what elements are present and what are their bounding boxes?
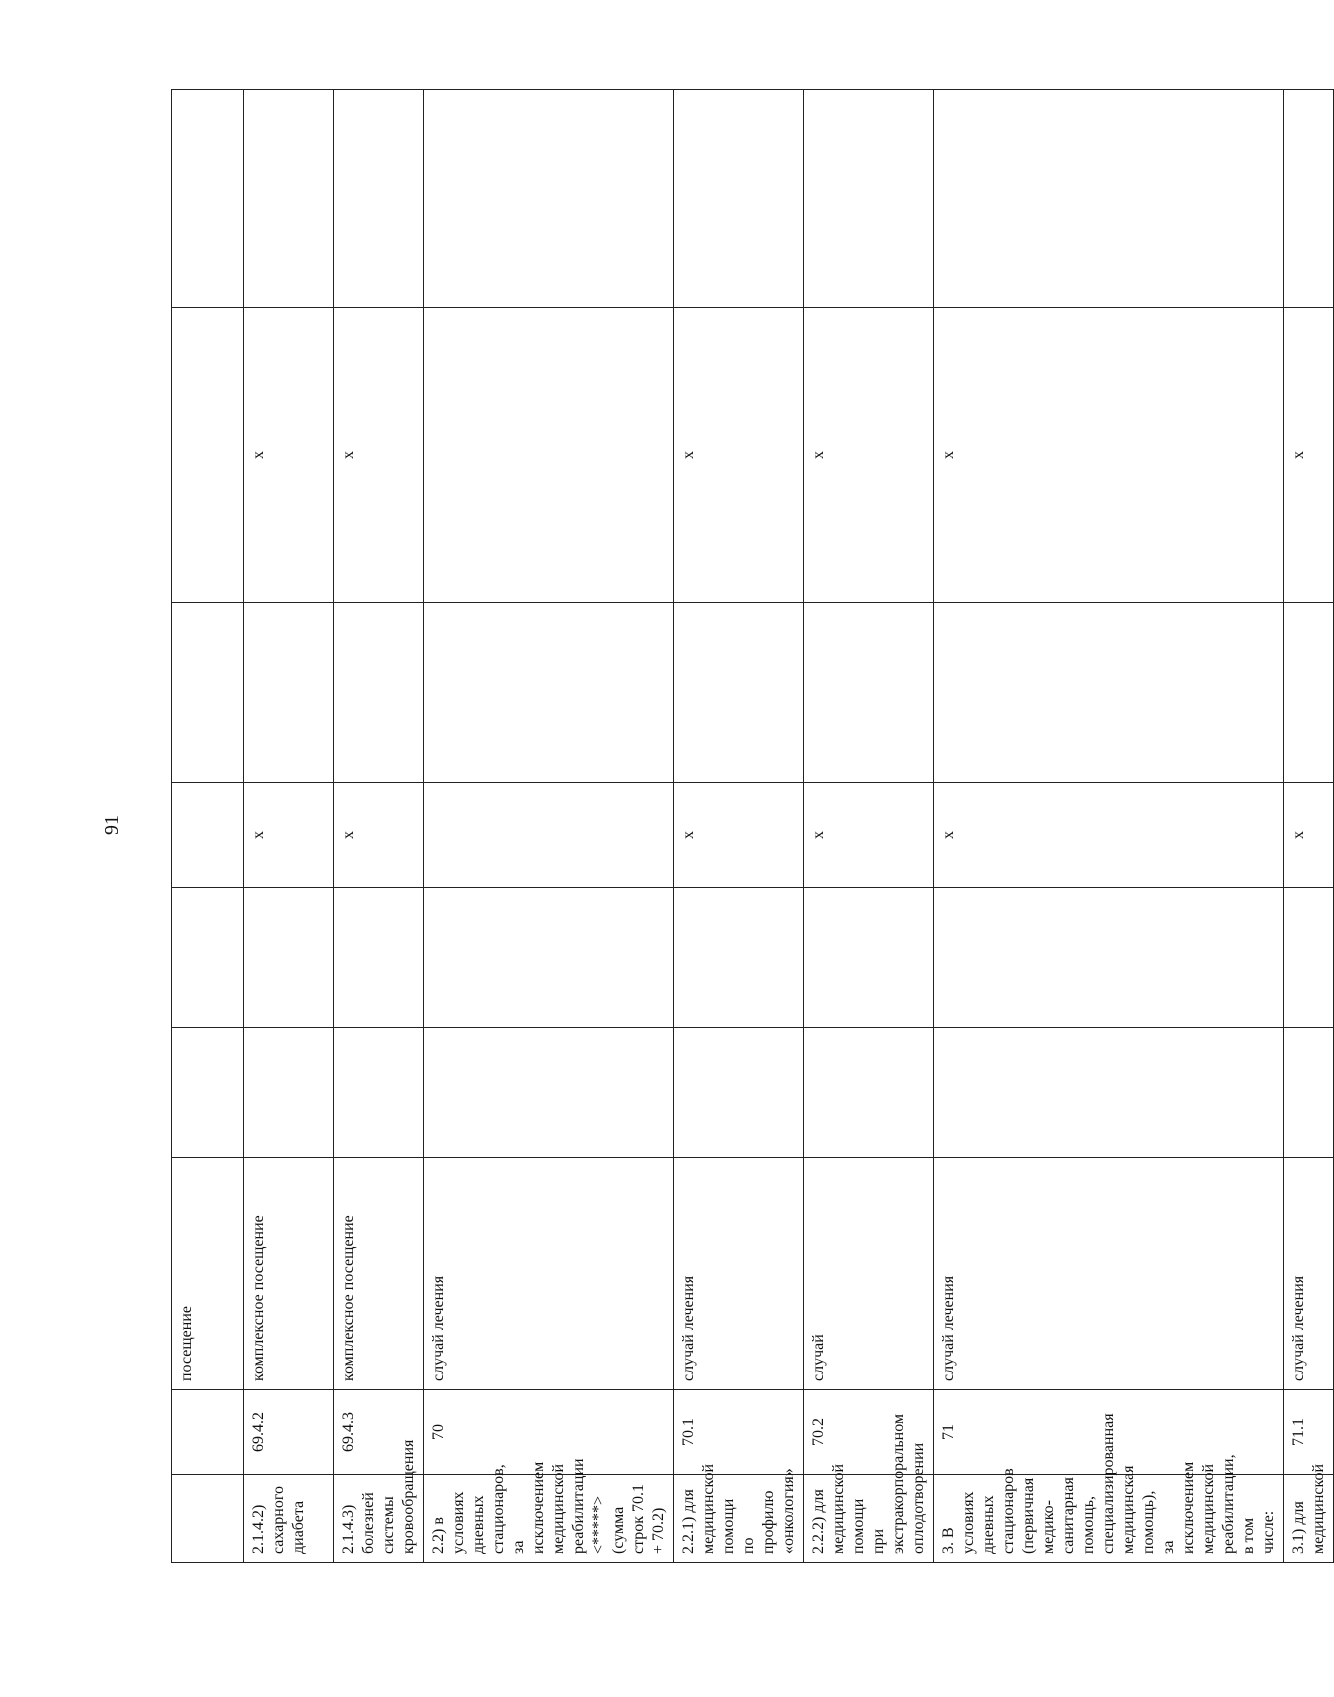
value-cell: х xyxy=(804,308,934,603)
value-cell xyxy=(424,888,674,1028)
value-cell xyxy=(424,783,674,888)
row-code-cell: 70 xyxy=(424,1390,674,1475)
row-name-cell: 2.1.4.3) болезней системы кровообращения xyxy=(334,1475,424,1563)
row-name-cell xyxy=(172,1475,244,1563)
row-unit-cell: комплексное посещение xyxy=(334,1158,424,1390)
table-row xyxy=(674,90,804,1563)
page-number: 91 xyxy=(101,815,123,835)
value-cell xyxy=(674,888,804,1028)
value-cell xyxy=(172,1028,244,1158)
row-name-cell: 3. В условиях дневных стационаров (первичная медико-санитарная помощь, специализированная медицинская помощь), за исключением медицинской реабилитации, в том числе: xyxy=(934,1475,1284,1563)
row-name-cell: 2.2) в условиях дневных стационаров, за исключением медицинской реабилитации <*****> (сумма строк 70.1 + 70.2) xyxy=(424,1475,674,1563)
row-unit-cell: случай лечения xyxy=(674,1158,804,1390)
row-name-cell: 2.1.4.2) сахарного диабета xyxy=(244,1475,334,1563)
value-cell xyxy=(334,603,424,783)
value-cell xyxy=(172,603,244,783)
value-cell xyxy=(804,1028,934,1158)
value-cell xyxy=(334,888,424,1028)
value-cell xyxy=(934,1028,1284,1158)
value-cell xyxy=(804,603,934,783)
value-cell xyxy=(934,888,1284,1028)
row-unit-cell: случай xyxy=(804,1158,934,1390)
value-cell xyxy=(934,603,1284,783)
value-cell xyxy=(804,90,934,308)
table-row xyxy=(424,90,674,1563)
row-code-cell: 70.2 xyxy=(804,1390,934,1475)
value-cell xyxy=(244,90,334,308)
value-cell xyxy=(1284,603,1334,783)
value-cell xyxy=(674,603,804,783)
row-name-cell: 2.2.1) для медицинской помощи по профилю «онкология» xyxy=(674,1475,804,1563)
value-cell xyxy=(934,90,1284,308)
table-row xyxy=(934,90,1284,1563)
value-cell: х xyxy=(334,308,424,603)
value-cell xyxy=(674,1028,804,1158)
table-row xyxy=(172,90,244,1563)
row-code-cell: 70.1 xyxy=(674,1390,804,1475)
value-cell xyxy=(172,783,244,888)
table-row xyxy=(334,90,424,1563)
row-code-cell: 71.1 xyxy=(1284,1390,1334,1475)
value-cell xyxy=(1284,888,1334,1028)
table-row xyxy=(1284,90,1334,1563)
row-unit-cell: случай лечения xyxy=(934,1158,1284,1390)
value-cell xyxy=(804,888,934,1028)
value-cell xyxy=(1284,1028,1334,1158)
value-cell xyxy=(424,90,674,308)
row-name-cell: 2.2.2) для медицинской помощи при экстракорпоральном оплодотворении xyxy=(804,1475,934,1563)
row-code-cell: 69.4.2 xyxy=(244,1390,334,1475)
value-cell xyxy=(244,1028,334,1158)
value-cell xyxy=(424,603,674,783)
value-cell xyxy=(424,308,674,603)
row-name-cell: 3.1) для медицинской xyxy=(1284,1475,1334,1563)
row-unit-cell: случай лечения xyxy=(1284,1158,1334,1390)
row-code-cell: 69.4.3 xyxy=(334,1390,424,1475)
table-row xyxy=(804,90,934,1563)
value-cell xyxy=(334,90,424,308)
value-cell: х xyxy=(244,308,334,603)
value-cell xyxy=(1284,90,1334,308)
row-unit-cell: случай лечения xyxy=(424,1158,674,1390)
value-cell xyxy=(172,308,244,603)
data-table xyxy=(171,89,1334,1563)
value-cell xyxy=(172,90,244,308)
value-cell xyxy=(334,1028,424,1158)
value-cell: х xyxy=(674,783,804,888)
value-cell: х xyxy=(334,783,424,888)
value-cell xyxy=(172,888,244,1028)
rotated-table-container xyxy=(171,89,1334,1563)
value-cell: х xyxy=(934,308,1284,603)
row-unit-cell: посещение xyxy=(172,1158,244,1390)
value-cell xyxy=(674,90,804,308)
value-cell: х xyxy=(244,783,334,888)
table-row xyxy=(244,90,334,1563)
value-cell xyxy=(424,1028,674,1158)
row-unit-cell: комплексное посещение xyxy=(244,1158,334,1390)
row-code-cell: 71 xyxy=(934,1390,1284,1475)
value-cell: х xyxy=(1284,308,1334,603)
value-cell: х xyxy=(674,308,804,603)
value-cell: х xyxy=(934,783,1284,888)
value-cell xyxy=(244,603,334,783)
value-cell xyxy=(244,888,334,1028)
row-code-cell xyxy=(172,1390,244,1475)
value-cell: х xyxy=(804,783,934,888)
value-cell: х xyxy=(1284,783,1334,888)
